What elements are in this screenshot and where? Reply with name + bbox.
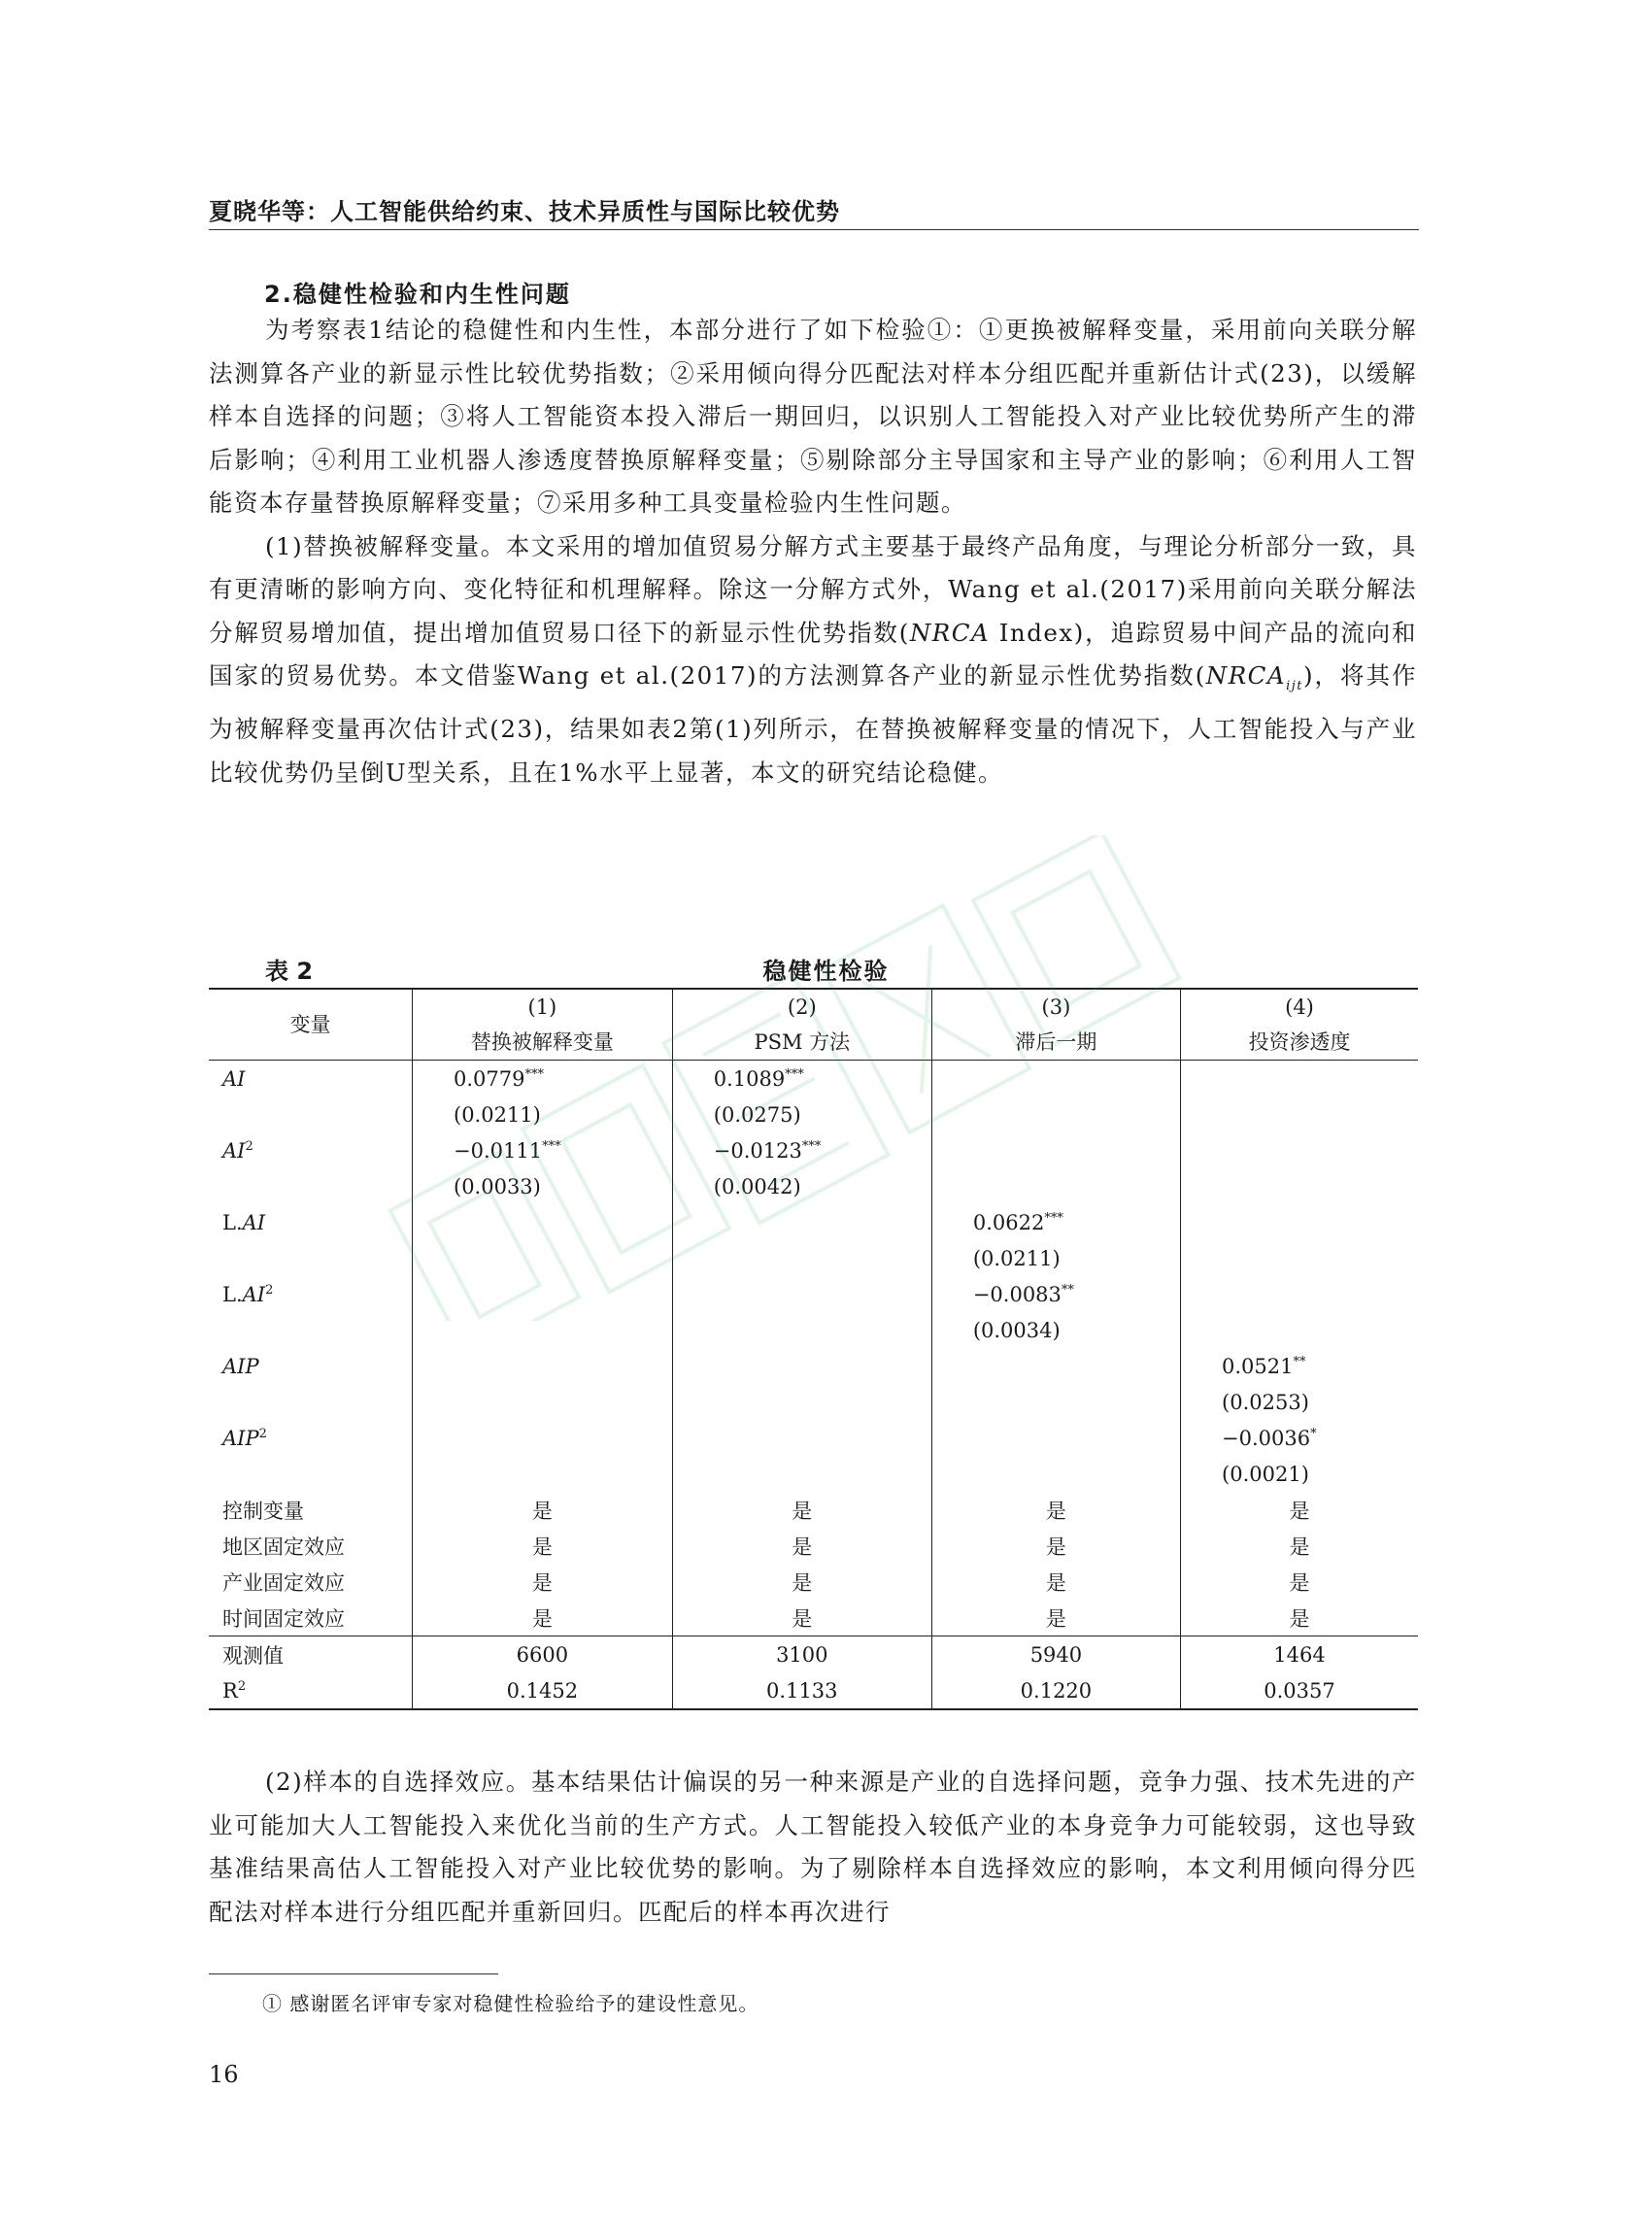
header-col-3: (3) 滞后一期	[931, 989, 1180, 1061]
paragraph-1: 为考察表1结论的稳健性和内生性，本部分进行了如下检验①：①更换被解释变量，采用前向关联分解法测算各产业的新显示性比较优势指数；②采用倾向得分匹配法对样本分组匹配并重新估计式(23)，以缓解样本自选择的问题；③将人工智能资本投入滞后一期回归，以识别人工智能投入对产业比较优势所产生的滞后影响；④利用工业机器人渗透度替换原解释变量；⑤剔除部分主导国家和主导产业的影响；⑥利用人工智能资本存量替换原解释变量；⑦采用多种工具变量检验内生性问题。	[209, 316, 1417, 517]
table-row-observations: 观测值 6600 3100 5940 1464	[209, 1636, 1418, 1673]
control-label: 控制变量	[222, 1499, 304, 1523]
cell-aip-4-se: (0.0253)	[1181, 1384, 1418, 1420]
var-lai: L.AI	[222, 1210, 266, 1234]
table-number: 表 2	[265, 958, 314, 985]
table-row-lai2-se	[209, 1312, 1418, 1348]
table-row-lai-se	[209, 1240, 1418, 1276]
section-title: 2.稳健性检验和内生性问题	[264, 281, 571, 308]
nrca-index-symbol: NRCA	[909, 618, 991, 647]
table-row-industry-fe: 产业固定效应 是 是 是 是	[209, 1564, 1418, 1600]
table-row-time-fe: 时间固定效应 是 是 是 是	[209, 1600, 1418, 1636]
cell-ai2-2-se: (0.0042)	[672, 1168, 931, 1204]
cell-lai-3-se: (0.0211)	[931, 1240, 1180, 1276]
var-lai2: $L.AI^2$	[222, 1282, 274, 1306]
table-row-lai	[209, 1204, 1418, 1240]
table-header-row	[209, 989, 1418, 1061]
var-aip: AIP	[222, 1354, 259, 1378]
cell-aip2-4-se: (0.0021)	[1181, 1456, 1418, 1492]
table-row-ai2	[209, 1132, 1418, 1168]
nrca-symbol: NRCA	[1205, 661, 1287, 690]
table-row-ai	[209, 1061, 1418, 1097]
cell-ai2-1-se: (0.0033)	[413, 1168, 673, 1204]
table-row-aip	[209, 1348, 1418, 1384]
cell-aip2-4: −0.0036*	[1181, 1420, 1418, 1456]
robustness-table	[209, 988, 1418, 1710]
cell-ai-4	[1181, 1061, 1418, 1097]
cell-ai2-2: −0.0123***	[672, 1132, 931, 1168]
cell-lai-3: 0.0622***	[931, 1204, 1180, 1240]
paragraph-3: (2)样本的自选择效应。基本结果估计偏误的另一种来源是产业的自选择问题，竞争力强、技术先进的产业可能加大人工智能投入来优化当前的生产方式。人工智能投入较低产业的本身竞争力可能较弱，这也导致基准结果高估人工智能投入对产业比较优势的影响。为了剔除样本自选择效应的影响，本文利用倾向得分匹配法对样本进行分组匹配并重新回归。匹配后的样本再次进行	[209, 1768, 1417, 1926]
header-variable: 变量	[209, 989, 413, 1061]
cell-aip-4: 0.0521**	[1181, 1348, 1418, 1384]
table-row-region-fe: 地区固定效应 是 是 是 是	[209, 1528, 1418, 1564]
paragraph-2: (1)替换被解释变量。本文采用的增加值贸易分解方式主要基于最终产品角度，与理论分析部分一致，具有更清晰的影响方向、变化特征和机理解释。除这一分解方式外，Wang et al.(2017)采用前向关联分解法分解贸易增加值，提出增加值贸易口径下的新显示性优势指数(NRCA Index)，追踪贸易中间产品的流向和国家的贸易优势。本文借鉴Wang et al.(2017)的方法测算各产业的新显示性优势指数$(NRCA_{ijt})$，将其作为被解释变量再次估计式(23)，结果如表2第(1)列所示，在替换被解释变量的情况下，人工智能投入与产业比较优势仍呈倒U型关系，且在1%水平上显著，本文的研究结论稳健。	[209, 531, 1418, 787]
cell-ai-1-se: (0.0211)	[413, 1096, 673, 1132]
footnote: ① 感谢匿名评审专家对稳健性检验给予的建设性意见。	[262, 1992, 759, 2015]
table-row-aip2-se	[209, 1456, 1418, 1492]
var-ai2: $AI^2$	[222, 1138, 253, 1163]
industry-fe-label: 产业固定效应	[222, 1570, 345, 1595]
cell-ai-2: 0.1089***	[672, 1061, 931, 1097]
table-row-aip-se	[209, 1384, 1418, 1420]
page-number: 16	[209, 2061, 239, 2088]
table-row-lai2	[209, 1276, 1418, 1312]
region-fe-label: 地区固定效应	[222, 1535, 345, 1559]
cell-ai-1: 0.0779***	[413, 1061, 673, 1097]
footnote-rule	[209, 1973, 498, 1974]
cell-ai-3	[931, 1061, 1180, 1097]
body-upper	[209, 309, 1417, 794]
cell-ai-2-se: (0.0275)	[672, 1096, 931, 1132]
time-fe-label: 时间固定效应	[222, 1606, 345, 1631]
cell-lai2-3-se: (0.0034)	[931, 1312, 1180, 1348]
table-row-controls: 控制变量 是 是 是 是	[209, 1492, 1418, 1528]
table-row-aip2	[209, 1420, 1418, 1456]
var-aip2: AIP$^2$	[222, 1426, 267, 1450]
table-title: 稳健性检验	[762, 958, 890, 985]
r2-label: $R^2$	[209, 1672, 413, 1709]
running-title: 夏晓华等：人工智能供给约束、技术异质性与国际比较优势	[209, 198, 840, 225]
table-row-ai2-se	[209, 1168, 1418, 1204]
observations-label: 观测值	[209, 1636, 413, 1673]
cell-lai2-3: −0.0083**	[931, 1276, 1180, 1312]
table-row-ai-se	[209, 1096, 1418, 1132]
cell-ai2-1: −0.0111***	[413, 1132, 673, 1168]
body-lower	[209, 1761, 1417, 1934]
table-row-r2: $R^2$ 0.1452 0.1133 0.1220 0.0357	[209, 1672, 1418, 1709]
header-col-4: (4) 投资渗透度	[1181, 989, 1418, 1061]
header-col-2: (2) PSM 方法	[672, 989, 931, 1061]
header-rule	[209, 229, 1419, 230]
header-col-1: (1) 替换被解释变量	[413, 989, 673, 1061]
var-ai: AI	[222, 1066, 246, 1091]
